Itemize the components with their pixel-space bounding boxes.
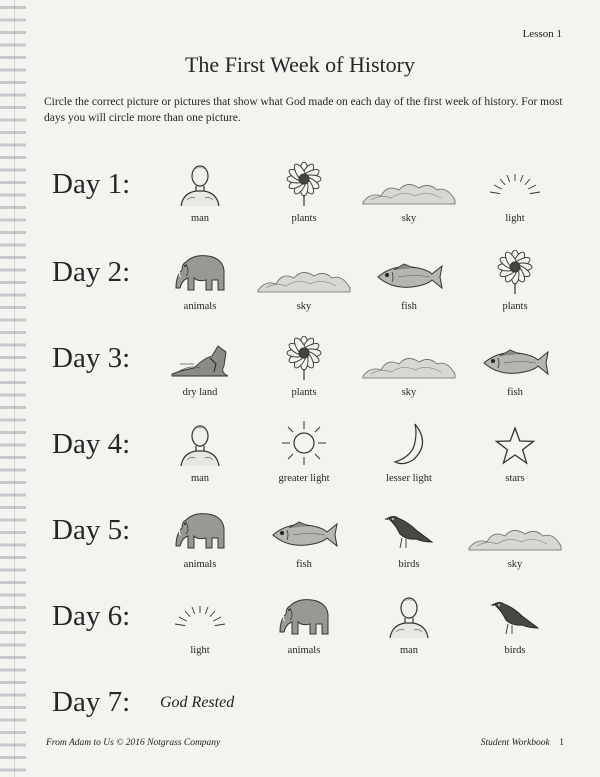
picture-choice[interactable]: [359, 590, 459, 656]
fish-icon: [359, 246, 459, 294]
picture-choice[interactable]: [150, 332, 250, 398]
picture-choice[interactable]: [359, 246, 459, 312]
workbook-label: Student Workbook: [480, 738, 550, 748]
man-icon: [359, 590, 459, 638]
page-number: 1: [559, 738, 564, 748]
picture-caption: man: [399, 645, 419, 656]
moon-icon: [359, 418, 459, 466]
picture-choice[interactable]: [150, 158, 250, 224]
picture-choice[interactable]: [465, 332, 565, 398]
fish-icon: [254, 504, 354, 552]
day-label: Day 6:: [52, 600, 131, 632]
day-row: [0, 332, 600, 402]
picture-choice[interactable]: [359, 504, 459, 570]
fish-icon: [465, 332, 565, 380]
picture-caption: plants: [291, 387, 317, 398]
picture-choice[interactable]: [465, 590, 565, 656]
day-row: [0, 676, 600, 746]
picture-caption: birds: [398, 559, 420, 570]
day-row: [0, 590, 600, 660]
picture-choice[interactable]: [465, 504, 565, 570]
elephant-icon: [150, 246, 250, 294]
picture-caption: man: [190, 213, 210, 224]
picture-caption: sky: [401, 213, 417, 224]
day-row: [0, 504, 600, 574]
picture-caption: animals: [183, 301, 217, 312]
star-icon: [465, 418, 565, 466]
bird-icon: [359, 504, 459, 552]
day-label: Day 3:: [52, 342, 131, 374]
sun-icon: [254, 418, 354, 466]
day-label: Day 2:: [52, 256, 131, 288]
picture-choice[interactable]: [254, 418, 354, 484]
picture-choice[interactable]: [254, 504, 354, 570]
picture-choice[interactable]: [150, 246, 250, 312]
clouds-icon: [359, 158, 459, 206]
picture-caption: greater light: [278, 473, 330, 484]
picture-choice[interactable]: [254, 246, 354, 312]
picture-caption: animals: [287, 645, 321, 656]
land-icon: [150, 332, 250, 380]
man-icon: [150, 418, 250, 466]
picture-caption: light: [190, 645, 210, 656]
picture-choice[interactable]: [254, 590, 354, 656]
light-rays-icon: [150, 590, 250, 638]
man-icon: [150, 158, 250, 206]
picture-choice[interactable]: [465, 246, 565, 312]
picture-caption: stars: [505, 473, 525, 484]
picture-caption: sky: [401, 387, 417, 398]
picture-choice[interactable]: [359, 418, 459, 484]
picture-caption: lesser light: [386, 473, 432, 484]
elephant-icon: [150, 504, 250, 552]
picture-caption: sky: [296, 301, 312, 312]
picture-caption: sky: [507, 559, 523, 570]
day-label: Day 7:: [52, 686, 131, 718]
picture-choice[interactable]: [359, 158, 459, 224]
instructions-text: Circle the correct picture or pictures that show what God made on each day of the first week of history. For most days you will circle more than one picture.: [44, 96, 563, 124]
clouds-icon: [465, 504, 565, 552]
picture-choice[interactable]: [150, 590, 250, 656]
flower-icon: [254, 158, 354, 206]
picture-caption: animals: [183, 559, 217, 570]
day-label: Day 1:: [52, 168, 131, 200]
picture-caption: fish: [401, 301, 417, 312]
copyright-footer: From Adam to Us © 2016 Notgrass Company: [46, 738, 221, 748]
elephant-icon: [254, 590, 354, 638]
day-label: Day 4:: [52, 428, 131, 460]
day-row: [0, 418, 600, 488]
picture-choice[interactable]: [465, 158, 565, 224]
picture-caption: dry land: [182, 387, 218, 398]
picture-choice[interactable]: [465, 418, 565, 484]
day-row: [0, 158, 600, 228]
flower-icon: [254, 332, 354, 380]
picture-choice[interactable]: [254, 158, 354, 224]
picture-caption: plants: [502, 301, 528, 312]
page-footer: [481, 738, 564, 748]
clouds-icon: [254, 246, 354, 294]
picture-caption: fish: [296, 559, 312, 570]
picture-caption: fish: [507, 387, 523, 398]
light-rays-icon: [465, 158, 565, 206]
day-note: God Rested: [160, 694, 235, 711]
flower-icon: [465, 246, 565, 294]
day-row: [0, 246, 600, 316]
picture-caption: plants: [291, 213, 317, 224]
picture-caption: birds: [504, 645, 526, 656]
picture-choice[interactable]: [150, 418, 250, 484]
picture-choice[interactable]: [254, 332, 354, 398]
picture-choice[interactable]: [150, 504, 250, 570]
day-label: Day 5:: [52, 514, 131, 546]
clouds-icon: [359, 332, 459, 380]
page-title: The First Week of History: [184, 52, 415, 77]
picture-caption: light: [505, 213, 525, 224]
lesson-label: Lesson 1: [522, 28, 562, 40]
picture-choice[interactable]: [359, 332, 459, 398]
picture-caption: man: [190, 473, 210, 484]
bird-icon: [465, 590, 565, 638]
